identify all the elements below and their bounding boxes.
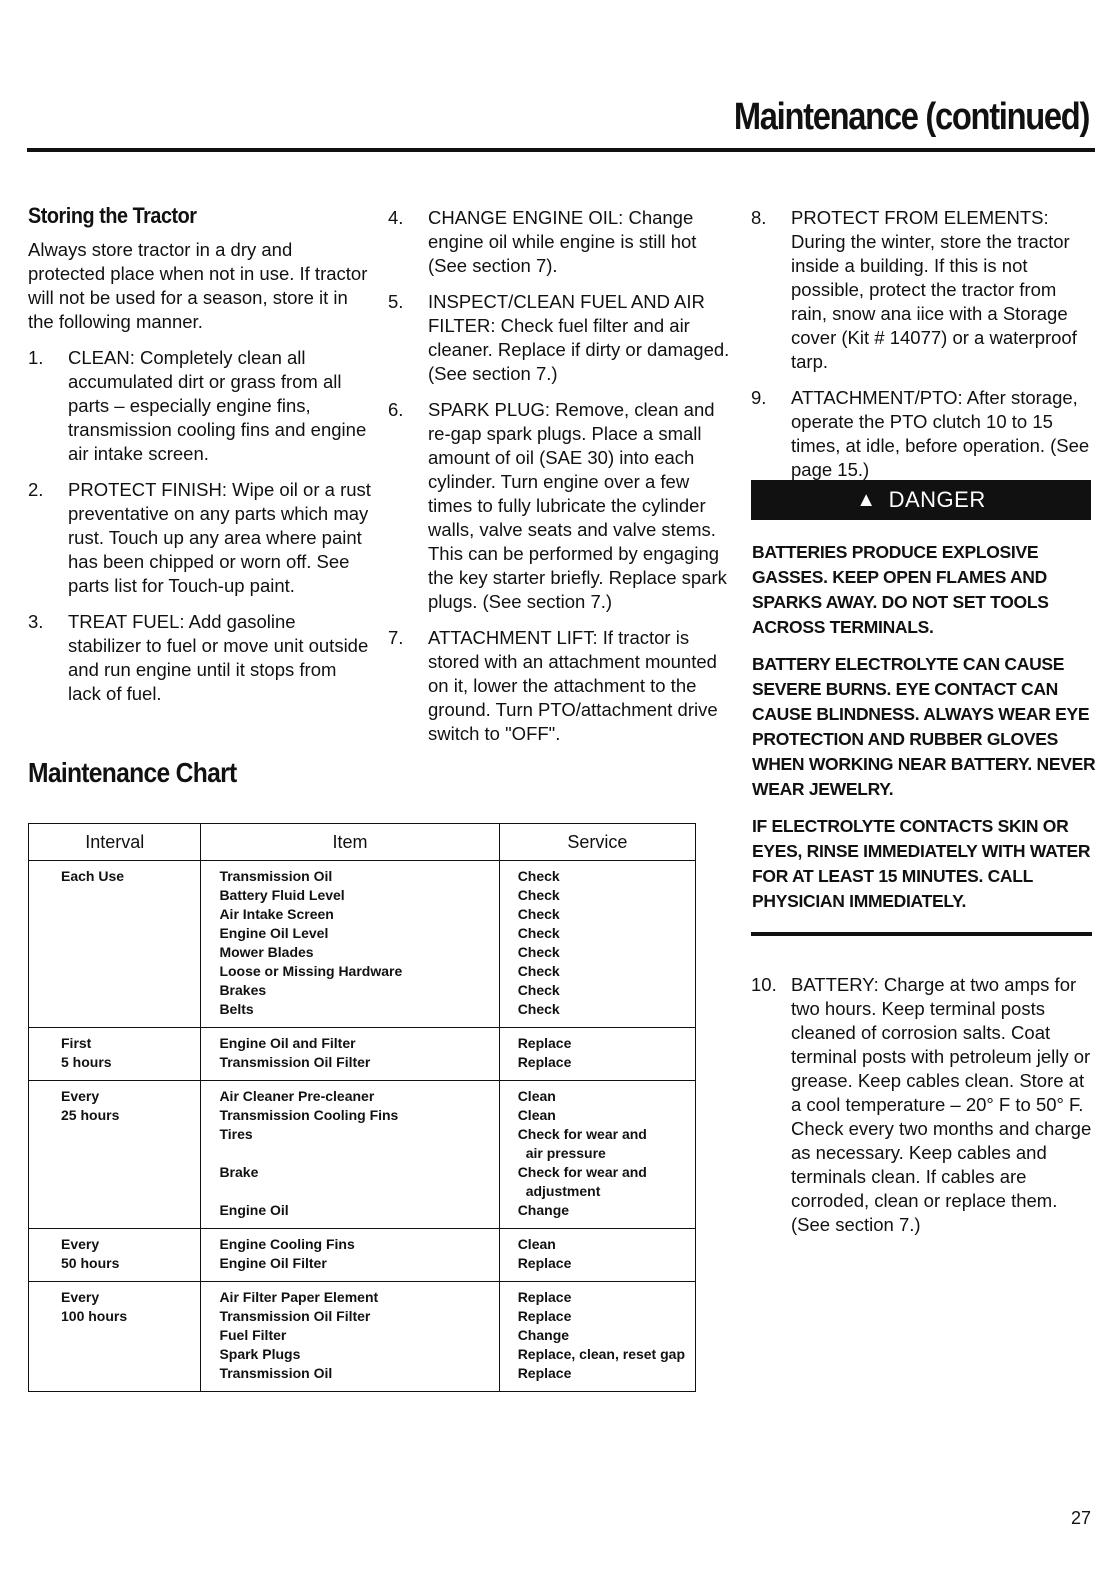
table-row — [29, 1081, 696, 1229]
item-cell — [201, 1282, 499, 1392]
step-text: ATTACHMENT LIFT: If tractor is stored with an attachment mounted on it, lower the attachment to the ground. Turn PTO/attachment drive switch to "OFF". — [428, 627, 718, 744]
step-item — [751, 973, 1096, 1237]
service-line: Replace — [517, 1255, 572, 1271]
step-item — [28, 346, 373, 466]
service-line: Check — [517, 868, 560, 884]
danger-paragraph: BATTERY ELECTROLYTE CAN CAUSE SEVERE BURNS. EYE CONTACT CAN CAUSE BLINDNESS. ALWAYS WEAR EYE PROTECTION AND RUBBER GLOVES WHEN WORKING NEAR BATTERY. NEVER WEAR JEWELRY. — [752, 654, 1096, 799]
step-item — [388, 290, 733, 386]
item-line: Mower Blades — [219, 944, 314, 960]
storing-section-title: Storing the Tractor — [28, 203, 197, 228]
item-cell — [201, 1081, 499, 1229]
item-line: Transmission Oil Filter — [219, 1308, 371, 1324]
item-line: Engine Cooling Fins — [219, 1236, 355, 1252]
service-line: Replace — [517, 1054, 572, 1070]
item-line: Air Cleaner Pre-cleaner — [219, 1088, 375, 1104]
step-text: CLEAN: Completely clean all accumulated dirt or grass from all parts – especially engine fins, transmission cooling fins and engine air intake screen. — [68, 347, 367, 464]
service-line: adjustment — [525, 1183, 601, 1199]
interval-line: Every — [61, 1289, 100, 1305]
table-row — [29, 1282, 696, 1392]
danger-warning-text — [752, 540, 1097, 926]
interval-cell — [29, 1028, 201, 1081]
item-line: Belts — [219, 1001, 254, 1017]
warning-triangle-icon: ▲ — [856, 488, 877, 511]
item-line: Engine Oil — [219, 1202, 289, 1218]
step-item — [751, 386, 1096, 482]
interval-line: First — [61, 1035, 92, 1051]
service-line: Replace — [517, 1308, 572, 1324]
page-header-title: Maintenance (continued) — [733, 96, 1089, 138]
service-cell — [499, 861, 695, 1028]
interval-line: 5 hours — [61, 1054, 112, 1070]
interval-cell — [29, 1229, 201, 1282]
header-item: Item — [201, 824, 499, 861]
step-item — [28, 610, 373, 706]
maintenance-chart-title: Maintenance Chart — [28, 757, 237, 788]
interval-line: 50 hours — [61, 1255, 120, 1271]
step-item — [388, 398, 733, 614]
service-line: Check — [517, 906, 560, 922]
item-line — [219, 1182, 488, 1201]
column-left — [28, 204, 373, 718]
maintenance-chart-table — [28, 823, 696, 1392]
step-number: 4. — [388, 207, 404, 228]
step-text: PROTECT FROM ELEMENTS: During the winter, store the tractor inside a building. If this is not possible, protect the tractor from rain, snow ana iice with a Storage cover (Kit # 14077) or a waterproof tarp. — [791, 207, 1077, 372]
item-cell — [201, 1229, 499, 1282]
item-line: Battery Fluid Level — [219, 887, 345, 903]
step-number: 10. — [751, 974, 777, 995]
step-text: PROTECT FINISH: Wipe oil or a rust preventative on any parts which may rust. Touch up any area where paint has been chipped or worn off. See parts list for Touch-up paint. — [68, 479, 371, 596]
service-line: air pressure — [525, 1145, 606, 1161]
item-cell — [201, 861, 499, 1028]
service-line: Replace — [517, 1035, 572, 1051]
step-text: TREAT FUEL: Add gasoline stabilizer to fuel or move unit outside and run engine until it stops from lack of fuel. — [68, 611, 369, 704]
storing-intro: Always store tractor in a dry and protected place when not in use. If tractor will not be used for a season, store it in the following manner. — [28, 239, 368, 332]
service-cell — [499, 1081, 695, 1229]
storing-steps-list-4 — [751, 973, 1096, 1237]
step-number: 2. — [28, 479, 44, 500]
step-number: 8. — [751, 207, 767, 228]
step-number: 3. — [28, 611, 44, 632]
interval-line: Every — [61, 1088, 100, 1104]
table-row — [29, 1229, 696, 1282]
item-line: Fuel Filter — [219, 1327, 287, 1343]
service-line: Check — [517, 982, 560, 998]
page-number: 27 — [1070, 1508, 1091, 1528]
interval-line: 25 hours — [61, 1107, 120, 1123]
item-line: Brake — [219, 1164, 259, 1180]
item-line: Tires — [219, 1126, 253, 1142]
item-line: Spark Plugs — [219, 1346, 301, 1362]
column-middle — [388, 206, 733, 758]
service-line: Replace — [517, 1289, 572, 1305]
service-line: Clean — [517, 1107, 556, 1123]
header-interval: Interval — [29, 824, 201, 861]
table-header-row — [29, 824, 696, 861]
service-line: Check — [517, 963, 560, 979]
item-line: Air Filter Paper Element — [219, 1289, 379, 1305]
item-line: Engine Oil Level — [219, 925, 329, 941]
item-line: Transmission Oil — [219, 1365, 333, 1381]
service-line: Check — [517, 925, 560, 941]
danger-label: DANGER — [888, 487, 986, 512]
step-text: SPARK PLUG: Remove, clean and re-gap spark plugs. Place a small amount of oil (SAE 30) into each cylinder. Turn engine over a few times to fully lubricate the cylinder walls, valve seats and valve stems. This can be performed by engaging the key starter briefly. Replace spark plugs. (See section 7.) — [428, 399, 727, 612]
service-line: Check — [517, 944, 560, 960]
step-text: CHANGE ENGINE OIL: Change engine oil while engine is still hot (See section 7). — [428, 207, 697, 276]
interval-cell — [29, 1081, 201, 1229]
step-number: 9. — [751, 387, 767, 408]
service-line: Replace — [517, 1365, 572, 1381]
service-line: Change — [517, 1202, 570, 1218]
step-text: INSPECT/CLEAN FUEL AND AIR FILTER: Check fuel filter and air cleaner. Replace if dirty or damaged. (See section 7.) — [428, 291, 730, 384]
service-line: Check for wear and — [517, 1126, 647, 1142]
column-right-lower — [751, 973, 1096, 1249]
service-line: Clean — [517, 1088, 556, 1104]
step-text: BATTERY: Charge at two amps for two hours. Keep terminal posts cleaned of corrosion salts. Coat terminal posts with petroleum jelly or grease. Keep cables clean. Store at a cool temperature – 20° F to 50° F. Check every two months and charge as necessary. Keep cables and terminals clean. If cables are corroded, clean or replace them. (See section 7.) — [791, 974, 1092, 1235]
danger-banner — [751, 480, 1091, 520]
danger-paragraph: BATTERIES PRODUCE EXPLOSIVE GASSES. KEEP OPEN FLAMES AND SPARKS AWAY. DO NOT SET TOOLS ACROSS TERMINALS. — [752, 542, 1049, 637]
storing-steps-list-2 — [388, 206, 733, 746]
service-cell — [499, 1229, 695, 1282]
step-item — [388, 206, 733, 278]
danger-paragraph: IF ELECTROLYTE CONTACTS SKIN OR EYES, RINSE IMMEDIATELY WITH WATER FOR AT LEAST 15 MINUTES. CALL PHYSICIAN IMMEDIATELY. — [752, 816, 1091, 911]
step-item — [388, 626, 733, 746]
service-line: Change — [517, 1327, 570, 1343]
interval-cell — [29, 1282, 201, 1392]
interval-cell — [29, 861, 201, 1028]
step-number: 6. — [388, 399, 404, 420]
interval-line: Every — [61, 1236, 100, 1252]
storing-steps-list-3 — [751, 206, 1096, 482]
service-line: Replace, clean, reset gap — [517, 1346, 685, 1362]
item-line: Transmission Cooling Fins — [219, 1107, 399, 1123]
interval-line: 100 hours — [61, 1308, 128, 1324]
item-cell — [201, 1028, 499, 1081]
item-line: Engine Oil Filter — [219, 1255, 327, 1271]
header-divider — [27, 148, 1095, 152]
step-item — [28, 478, 373, 598]
service-line: Check — [517, 1001, 560, 1017]
step-text: ATTACHMENT/PTO: After storage, operate the PTO clutch 10 to 15 times, at idle, before operation. (See page 15.) — [791, 387, 1090, 480]
item-line: Brakes — [219, 982, 267, 998]
step-number: 5. — [388, 291, 404, 312]
interval-line: Each Use — [61, 868, 125, 884]
step-number: 7. — [388, 627, 404, 648]
item-line — [219, 1144, 488, 1163]
service-line: Check for wear and — [517, 1164, 647, 1180]
step-number: 1. — [28, 347, 44, 368]
header-service: Service — [499, 824, 695, 861]
item-line: Loose or Missing Hardware — [219, 963, 403, 979]
item-line: Air Intake Screen — [219, 906, 334, 922]
item-line: Engine Oil and Filter — [219, 1035, 356, 1051]
step-item — [751, 206, 1096, 374]
table-body — [29, 861, 696, 1392]
danger-divider — [751, 932, 1092, 936]
table-row — [29, 861, 696, 1028]
service-line: Check — [517, 887, 560, 903]
column-right-upper — [751, 206, 1096, 494]
storing-steps-list-1 — [28, 346, 373, 706]
service-cell — [499, 1282, 695, 1392]
item-line: Transmission Oil Filter — [219, 1054, 371, 1070]
service-cell — [499, 1028, 695, 1081]
table-row — [29, 1028, 696, 1081]
item-line: Transmission Oil — [219, 868, 333, 884]
service-line: Clean — [517, 1236, 556, 1252]
